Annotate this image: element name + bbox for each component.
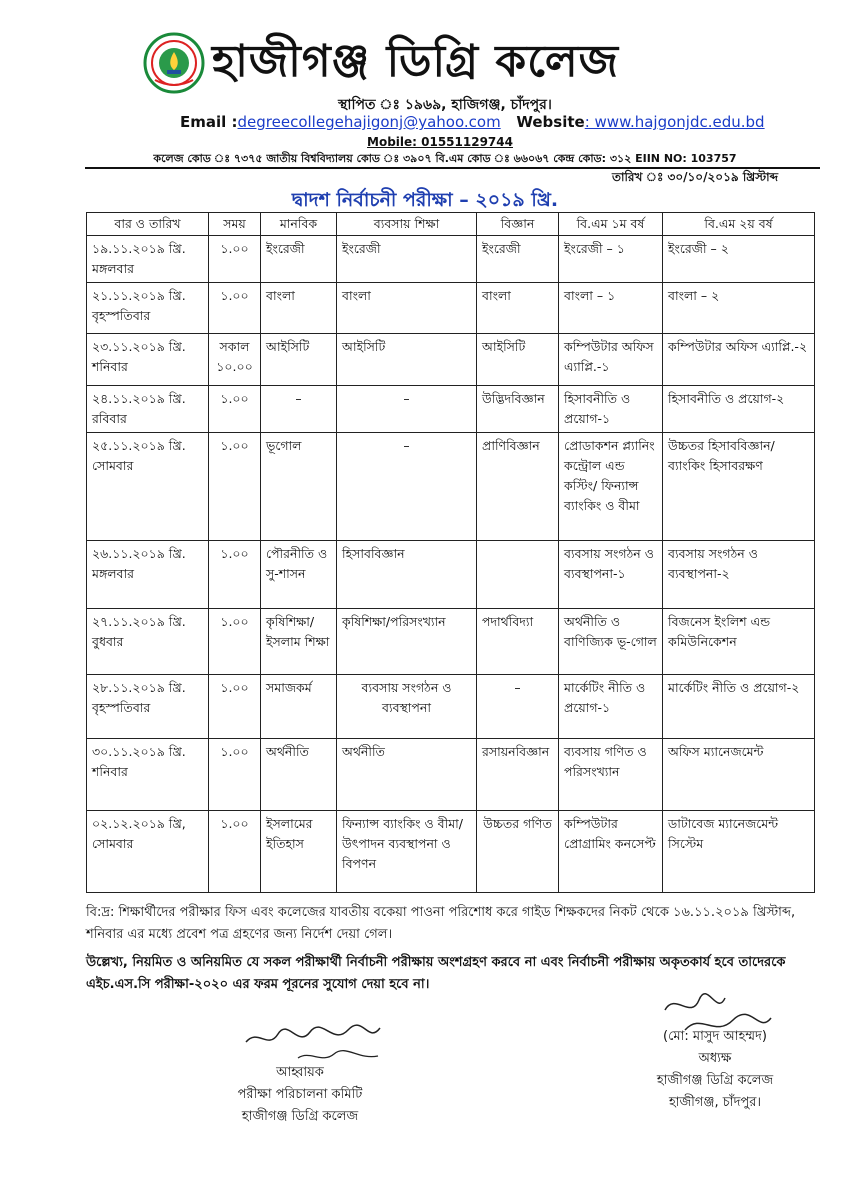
bm1-cell: অর্থনীতি ও বাণিজ্যিক ভূ-গোল: [559, 609, 663, 675]
convener-committee: পরীক্ষা পরিচালনা কমিটি: [237, 1087, 363, 1102]
bm2-cell: উচ্চতর হিসাববিজ্ঞান/ব্যাংকিং হিসাবরক্ষণ: [663, 433, 815, 541]
date-cell: ২৭.১১.২০১৯ খ্রি. বুধবার: [87, 609, 209, 675]
humanities-cell: বাংলা: [261, 283, 337, 334]
bm1-cell: কম্পিউটার অফিস এ্যাপ্লি.-১: [559, 334, 663, 386]
table-row: [87, 433, 815, 541]
business-cell: অর্থনীতি: [337, 739, 477, 811]
date-cell: ২৬.১১.২০১৯ খ্রি. মঙ্গলবার: [87, 541, 209, 609]
table-row: [87, 334, 815, 386]
col-header-business: ব্যবসায় শিক্ষা: [337, 213, 477, 236]
science-cell: উচ্চতর গণিত: [477, 811, 559, 893]
convener-block: [210, 1062, 390, 1128]
principal-place: হাজীগঞ্জ, চাঁদপুর।: [668, 1095, 762, 1110]
business-cell: ইংরেজী: [337, 236, 477, 283]
issue-date: তারিখ ঃ ৩০/১০/২০১৯ খ্রিস্টাব্দ: [611, 170, 778, 184]
bm1-cell: ব্যবসায় গণিত ও পরিসংখ্যান: [559, 739, 663, 811]
business-cell: –: [337, 386, 477, 433]
convener-role: আহ্বায়ক: [276, 1065, 324, 1080]
bm1-cell: প্রোডাকশন প্ল্যানিং কন্ট্রোল এন্ড কস্টিং/ ফিন্যান্স ব্যাংকিং ও বীমা: [559, 433, 663, 541]
business-cell: ফিন্যান্স ব্যাংকিং ও বীমা/উৎপাদন ব্যবস্থাপনা ও বিপণন: [337, 811, 477, 893]
bm2-cell: ব্যবসায় সংগঠন ও ব্যবস্থাপনা-২: [663, 541, 815, 609]
science-cell: পদার্থবিদ্যা: [477, 609, 559, 675]
business-cell: –: [337, 433, 477, 541]
table-row: [87, 609, 815, 675]
business-cell: ব্যবসায় সংগঠন ও ব্যবস্থাপনা: [337, 675, 477, 739]
table-row: [87, 236, 815, 283]
table-row: [87, 675, 815, 739]
bm1-cell: বাংলা – ১: [559, 283, 663, 334]
website-label: Website: [516, 113, 585, 131]
time-cell: ১.০০: [209, 433, 261, 541]
date-cell: ০২.১২.২০১৯ খ্রি, সোমবার: [87, 811, 209, 893]
date-cell: ৩০.১১.২০১৯ খ্রি. শনিবার: [87, 739, 209, 811]
col-header-bm2: বি.এম ২য় বর্ষ: [663, 213, 815, 236]
email-label: Email :: [180, 113, 238, 131]
college-name: হাজীগঞ্জ ডিগ্রি কলেজ: [212, 36, 620, 87]
humanities-cell: অর্থনীতি: [261, 739, 337, 811]
note-form-fillup: উল্লেখ্য, নিয়মিত ও অনিয়মিত যে সকল পরীক্ষার্থী নির্বাচনী পরীক্ষায় অংশগ্রহণ করবে না এবং নির্বাচনী পরীক্ষায় অকৃতকার্য হবে তাদেরকে এইচ.এস.সি পরীক্ষা-২০২০ এর ফরম পূরনের সুযোগ দেয়া হবে না।: [86, 955, 786, 992]
bm1-cell: ব্যবসায় সংগঠন ও ব্যবস্থাপনা-১: [559, 541, 663, 609]
table-row: [87, 811, 815, 893]
table-row: [87, 283, 815, 334]
bm2-cell: হিসাবনীতি ও প্রয়োগ-২: [663, 386, 815, 433]
principal-name: (মো: মাসুদ আহম্মদ): [663, 1029, 767, 1044]
website-link[interactable]: : www.hajgonjdc.edu.bd: [584, 113, 765, 131]
principal-block: [630, 1026, 800, 1114]
table-row: [87, 541, 815, 609]
table-row: [87, 739, 815, 811]
bm1-cell: ইংরেজী – ১: [559, 236, 663, 283]
business-cell: কৃষিশিক্ষা/পরিসংখ্যান: [337, 609, 477, 675]
humanities-cell: ইংরেজী: [261, 236, 337, 283]
science-cell: বাংলা: [477, 283, 559, 334]
exam-routine-table: [86, 212, 815, 893]
bm2-cell: মার্কেটিং নীতি ও প্রয়োগ-২: [663, 675, 815, 739]
date-cell: ২৮.১১.২০১৯ খ্রি. বৃহস্পতিবার: [87, 675, 209, 739]
date-cell: ২১.১১.২০১৯ খ্রি. বৃহস্পতিবার: [87, 283, 209, 334]
bm2-cell: কম্পিউটার অফিস এ্যাপ্লি.-২: [663, 334, 815, 386]
humanities-cell: –: [261, 386, 337, 433]
principal-role: অধ্যক্ষ: [698, 1051, 732, 1066]
humanities-cell: ভূগোল: [261, 433, 337, 541]
business-cell: বাংলা: [337, 283, 477, 334]
science-cell: ইংরেজী: [477, 236, 559, 283]
time-cell: ১.০০: [209, 811, 261, 893]
science-cell: প্রাণিবিজ্ঞান: [477, 433, 559, 541]
time-cell: ১.০০: [209, 609, 261, 675]
col-header-time: সময়: [209, 213, 261, 236]
exam-title: দ্বাদশ নির্বাচনী পরীক্ষা – ২০১৯ খ্রি.: [291, 189, 559, 211]
bm1-cell: হিসাবনীতি ও প্রয়োগ-১: [559, 386, 663, 433]
col-header-science: বিজ্ঞান: [477, 213, 559, 236]
convener-college: হাজীগঞ্জ ডিগ্রি কলেজ: [241, 1109, 359, 1124]
established-line: স্থাপিত ঃ ১৯৬৯, হাজিগঞ্জ, চাঁদপুর।: [338, 97, 552, 113]
bm2-cell: অফিস ম্যানেজমেন্ট: [663, 739, 815, 811]
science-cell: –: [477, 675, 559, 739]
time-cell: ১.০০: [209, 283, 261, 334]
col-header-bm1: বি.এম ১ম বর্ষ: [559, 213, 663, 236]
date-cell: ২৫.১১.২০১৯ খ্রি. সোমবার: [87, 433, 209, 541]
science-cell: উদ্ভিদবিজ্ঞান: [477, 386, 559, 433]
institution-codes: কলেজ কোড ঃ ৭৩৭৫ জাতীয় বিশ্ববিদ্যালয় কোড ঃ ৩৯০৭ বি.এম কোড ঃ ৬৬০৬৭ কেন্দ্র কোড: ৩১২ EIIN NO: 103757: [153, 152, 737, 165]
business-cell: হিসাববিজ্ঞান: [337, 541, 477, 609]
humanities-cell: আইসিটি: [261, 334, 337, 386]
date-cell: ১৯.১১.২০১৯ খ্রি. মঙ্গলবার: [87, 236, 209, 283]
bm1-cell: কম্পিউটার প্রোগ্রামিং কনসেপ্ট: [559, 811, 663, 893]
time-cell: ১.০০: [209, 386, 261, 433]
humanities-cell: ইসলামের ইতিহাস: [261, 811, 337, 893]
time-cell: সকাল ১০.০০: [209, 334, 261, 386]
bm2-cell: বিজনেস ইংলিশ এন্ড কমিউনিকেশন: [663, 609, 815, 675]
bm2-cell: ইংরেজী – ২: [663, 236, 815, 283]
col-header-date: বার ও তারিখ: [87, 213, 209, 236]
humanities-cell: পৌরনীতি ও সু-শাসন: [261, 541, 337, 609]
table-header-row: [87, 213, 815, 236]
time-cell: ১.০০: [209, 739, 261, 811]
contact-line: [180, 113, 765, 131]
bm2-cell: বাংলা – ২: [663, 283, 815, 334]
table-row: [87, 386, 815, 433]
humanities-cell: কৃষিশিক্ষা/ ইসলাম শিক্ষা: [261, 609, 337, 675]
time-cell: ১.০০: [209, 236, 261, 283]
science-cell: আইসিটি: [477, 334, 559, 386]
email-link[interactable]: degreecollegehajigonj@yahoo.com: [237, 113, 501, 131]
date-cell: ২৪.১১.২০১৯ খ্রি. রবিবার: [87, 386, 209, 433]
science-cell: [477, 541, 559, 609]
col-header-humanities: মানবিক: [261, 213, 337, 236]
note-admit-card: বি:দ্র: শিক্ষার্থীদের পরীক্ষার ফিস এবং কলেজের যাবতীয় বকেয়া পাওনা পরিশোধ করে গাইড শিক্ষকদের নিকট থেকে ১৬.১১.২০১৯ খ্রিস্টাব্দ, শনিবার এর মধ্যে প্রবেশ পত্র গ্রহণের জন্য নির্দেশ দেয়া গেল।: [86, 905, 796, 942]
mobile-number: Mobile: 01551129744: [367, 135, 513, 149]
business-cell: আইসিটি: [337, 334, 477, 386]
bm2-cell: ডাটাবেজ ম্যানেজমেন্ট সিস্টেম: [663, 811, 815, 893]
bm1-cell: মার্কেটিং নীতি ও প্রয়োগ-১: [559, 675, 663, 739]
science-cell: রসায়নবিজ্ঞান: [477, 739, 559, 811]
time-cell: ১.০০: [209, 675, 261, 739]
date-cell: ২৩.১১.২০১৯ খ্রি. শনিবার: [87, 334, 209, 386]
humanities-cell: সমাজকর্ম: [261, 675, 337, 739]
college-logo: [143, 32, 205, 94]
principal-college: হাজীগঞ্জ ডিগ্রি কলেজ: [656, 1073, 774, 1088]
convener-signature: [238, 1020, 388, 1068]
time-cell: ১.০০: [209, 541, 261, 609]
